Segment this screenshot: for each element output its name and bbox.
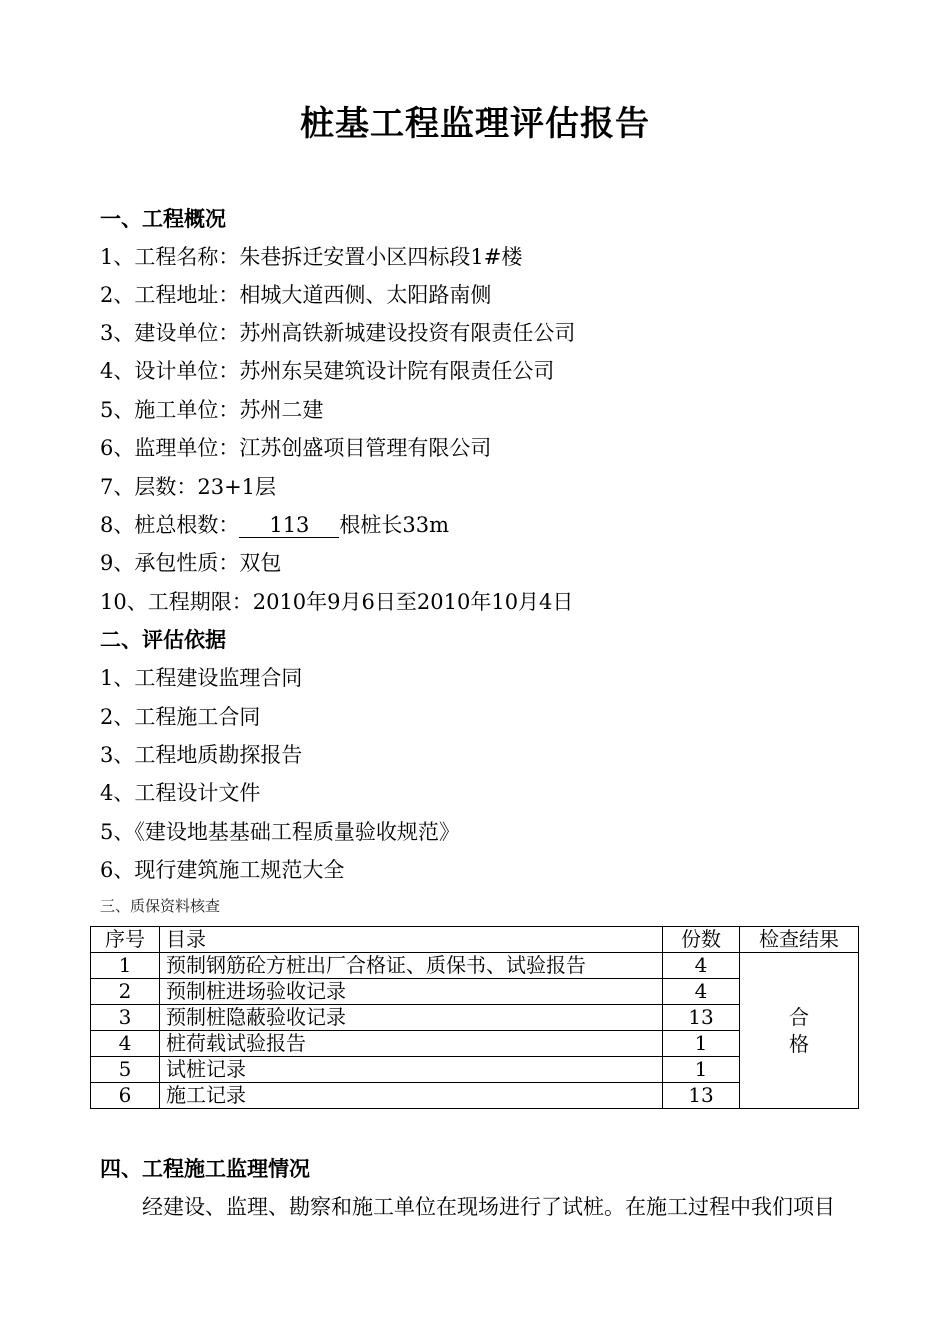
row-no: 2 — [91, 979, 160, 1005]
header-result: 检查结果 — [740, 927, 859, 953]
row-no: 1 — [91, 953, 160, 979]
section4-heading: 四、工程施工监理情况 — [100, 1157, 310, 1181]
pile-count-value: 113 — [239, 513, 339, 538]
header-directory: 目录 — [160, 927, 663, 953]
document-title: 桩基工程监理评估报告 — [300, 104, 650, 144]
section1-heading: 一、工程概况 — [100, 207, 226, 231]
row-directory: 施工记录 — [160, 1083, 663, 1109]
basis-item: 1、工程建设监理合同 — [100, 666, 303, 690]
row-count: 1 — [663, 1057, 740, 1083]
row-no: 3 — [91, 1005, 160, 1031]
project-address: 2、工程地址：相城大道西侧、太阳路南侧 — [100, 283, 492, 307]
qa-documents-table — [90, 926, 859, 1109]
header-count: 份数 — [663, 927, 740, 953]
row-directory: 桩荷载试验报告 — [160, 1031, 663, 1057]
basis-item: 4、工程设计文件 — [100, 781, 261, 805]
contract-type: 9、承包性质：双包 — [100, 551, 282, 575]
row-no: 6 — [91, 1083, 160, 1109]
supervision-unit: 6、监理单位：江苏创盛项目管理有限公司 — [100, 436, 492, 460]
project-name: 1、工程名称：朱巷拆迁安置小区四标段1#楼 — [100, 245, 523, 269]
row-count: 4 — [663, 979, 740, 1005]
row-directory: 预制钢筋砼方桩出厂合格证、质保书、试验报告 — [160, 953, 663, 979]
row-no: 5 — [91, 1057, 160, 1083]
client-unit: 3、建设单位：苏州高铁新城建设投资有限责任公司 — [100, 321, 576, 345]
header-no: 序号 — [91, 927, 160, 953]
basis-item: 3、工程地质勘探报告 — [100, 743, 303, 767]
section2-heading: 二、评估依据 — [100, 628, 226, 652]
pile-count-prefix: 8、桩总根数： — [100, 513, 240, 537]
row-count: 13 — [663, 1005, 740, 1031]
floor-count: 7、层数：23+1层 — [100, 475, 277, 499]
row-directory: 试桩记录 — [160, 1057, 663, 1083]
basis-item: 6、现行建筑施工规范大全 — [100, 858, 345, 882]
basis-item: 2、工程施工合同 — [100, 705, 261, 729]
construction-unit: 5、施工单位：苏州二建 — [100, 398, 324, 422]
table-header-row — [91, 927, 859, 953]
row-count: 4 — [663, 953, 740, 979]
pile-count-suffix: 根桩长33m — [339, 513, 450, 537]
pile-count — [100, 511, 449, 539]
project-period: 10、工程期限：2010年9月6日至2010年10月4日 — [100, 590, 574, 614]
row-directory: 预制桩进场验收记录 — [160, 979, 663, 1005]
check-result-cell — [740, 953, 859, 1109]
row-count: 1 — [663, 1031, 740, 1057]
section3-heading: 三、质保资料核查 — [100, 897, 221, 915]
row-count: 13 — [663, 1083, 740, 1109]
design-unit: 4、设计单位：苏州东吴建筑设计院有限责任公司 — [100, 359, 555, 383]
section4-paragraph: 经建设、监理、勘察和施工单位在现场进行了试桩。在施工过程中我们项目 — [142, 1195, 835, 1219]
table-row — [91, 953, 859, 979]
check-result: 合格 — [789, 1004, 809, 1056]
basis-item: 5、《建设地基基础工程质量验收规范》 — [100, 820, 460, 844]
row-directory: 预制桩隐蔽验收记录 — [160, 1005, 663, 1031]
row-no: 4 — [91, 1031, 160, 1057]
